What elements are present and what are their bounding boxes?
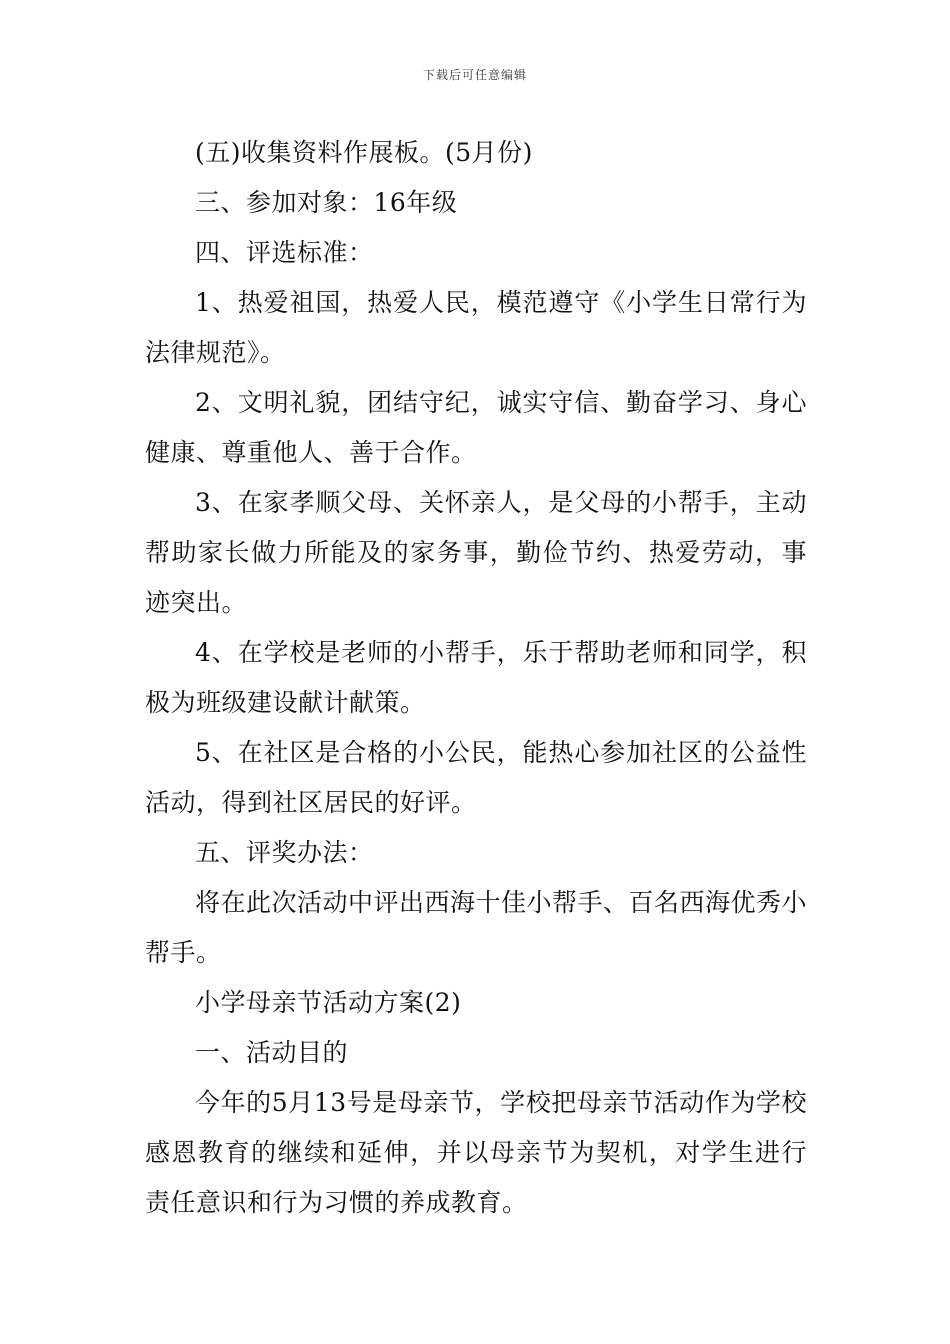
page-header: 下载后可任意编辑 bbox=[422, 68, 527, 82]
criterion-4: 4、在学校是老师的小帮手，乐于帮助老师和同学，积极为班级建设献计献策。 bbox=[145, 638, 807, 717]
plan-2-title: 小学母亲节活动方案(2) bbox=[195, 988, 462, 1017]
section-5-showboard: (五)收集资料作展板。(5月份) bbox=[195, 138, 533, 167]
criterion-1: 1、热爱祖国，热爱人民，模范遵守《小学生日常行为法律规范》。 bbox=[145, 288, 807, 367]
criterion-2: 2、文明礼貌，团结守纪，诚实守信、勤奋学习、身心健康、尊重他人、善于合作。 bbox=[145, 388, 807, 467]
criterion-3: 3、在家孝顺父母、关怀亲人，是父母的小帮手，主动帮助家长做力所能及的家务事，勤俭节约、热爱劳动，事迹突出。 bbox=[145, 488, 807, 617]
purpose-text: 今年的5月13号是母亲节，学校把母亲节活动作为学校感恩教育的继续和延伸，并以母亲节为契机，对学生进行责任意识和行为习惯的养成教育。 bbox=[145, 1088, 807, 1217]
award-method-text: 将在此次活动中评出西海十佳小帮手、百名西海优秀小帮手。 bbox=[145, 888, 808, 967]
purpose-heading: 一、活动目的 bbox=[195, 1038, 349, 1067]
participants-heading: 三、参加对象：16年级 bbox=[195, 188, 458, 217]
award-method-heading: 五、评奖办法： bbox=[195, 838, 374, 867]
document-body bbox=[145, 128, 807, 1228]
criterion-5: 5、在社区是合格的小公民，能热心参加社区的公益性活动，得到社区居民的好评。 bbox=[145, 738, 807, 817]
criteria-heading: 四、评选标准： bbox=[195, 238, 374, 267]
